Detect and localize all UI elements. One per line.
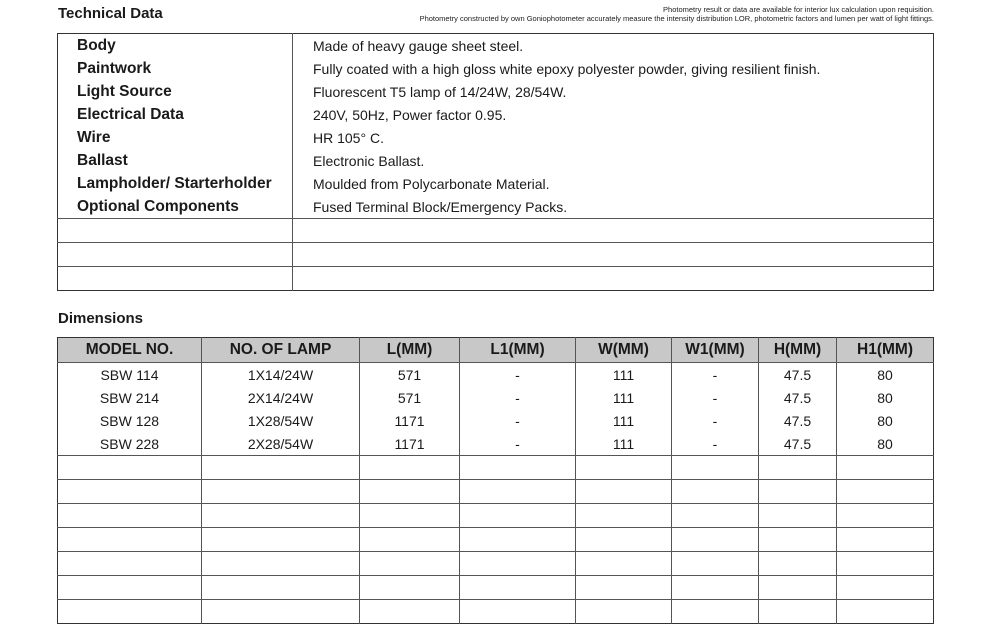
col-header: MODEL NO. (58, 338, 202, 363)
tech-label: Optional Components (58, 195, 293, 219)
empty-cell (672, 528, 759, 552)
technical-data-title: Technical Data (58, 5, 163, 22)
tech-row (58, 126, 934, 149)
empty-cell (837, 456, 934, 480)
col-header: L1(MM) (460, 338, 576, 363)
table-cell: SBW 128 (58, 409, 202, 432)
table-row (58, 363, 934, 387)
empty-cell (202, 528, 360, 552)
empty-cell (460, 456, 576, 480)
empty-cell (202, 504, 360, 528)
tech-empty-row (58, 243, 934, 267)
empty-cell (576, 600, 672, 624)
photometry-note-1: Photometry result or data are available for interior lux calculation upon requisition. (663, 5, 934, 14)
tech-label: Body (58, 34, 293, 58)
col-header: L(MM) (360, 338, 460, 363)
empty-cell (576, 576, 672, 600)
tech-row (58, 80, 934, 103)
col-header: H(MM) (759, 338, 837, 363)
table-cell: 571 (360, 363, 460, 387)
empty-cell (672, 480, 759, 504)
table-cell: 80 (837, 432, 934, 456)
table-cell: - (672, 432, 759, 456)
technical-data-table (57, 33, 934, 291)
tech-label: Lampholder/ Starterholder (58, 172, 293, 195)
tech-row (58, 57, 934, 80)
table-cell: - (672, 386, 759, 409)
tech-row (58, 34, 934, 58)
empty-cell (672, 576, 759, 600)
empty-cell (58, 504, 202, 528)
tech-label: Paintwork (58, 57, 293, 80)
table-cell: 571 (360, 386, 460, 409)
table-cell: 47.5 (759, 432, 837, 456)
table-cell: 80 (877, 366, 893, 383)
tech-value: Made of heavy gauge sheet steel. (313, 37, 524, 54)
table-cell: 47.5 (759, 363, 837, 387)
table-cell: 1X28/54W (202, 409, 360, 432)
col-header: W(MM) (576, 338, 672, 363)
empty-cell (360, 576, 460, 600)
empty-cell (759, 480, 837, 504)
tech-value: HR 105° C. (313, 129, 384, 146)
empty-cell (759, 576, 837, 600)
dimensions-title: Dimensions (58, 310, 144, 327)
table-cell: - (672, 363, 759, 387)
empty-table-row (58, 528, 934, 552)
tech-label: Electrical Data (58, 103, 293, 126)
dimensions-header-row (58, 338, 934, 363)
empty-table-row (58, 576, 934, 600)
table-cell: 111 (576, 409, 672, 432)
empty-cell (576, 480, 672, 504)
tech-row (58, 195, 934, 219)
col-header: H1(MM) (837, 338, 934, 363)
dimensions-table (57, 337, 934, 624)
col-header: W1(MM) (672, 338, 759, 363)
table-cell: 80 (877, 389, 893, 406)
table-row (58, 409, 934, 432)
tech-empty-row (58, 219, 934, 243)
tech-value: Electronic Ballast. (313, 152, 425, 169)
empty-cell (672, 504, 759, 528)
empty-cell (837, 600, 934, 624)
empty-cell (460, 552, 576, 576)
empty-cell (759, 528, 837, 552)
empty-cell (460, 528, 576, 552)
empty-table-row (58, 600, 934, 624)
empty-cell (202, 456, 360, 480)
empty-cell (202, 600, 360, 624)
empty-cell (360, 528, 460, 552)
empty-cell (837, 576, 934, 600)
empty-cell (672, 552, 759, 576)
tech-empty-row (58, 267, 934, 291)
table-cell: 47.5 (759, 409, 837, 432)
tech-row (58, 103, 934, 126)
col-header: NO. OF LAMP (202, 338, 360, 363)
tech-value: Moulded from Polycarbonate Material. (313, 175, 550, 192)
empty-cell (576, 504, 672, 528)
table-cell: - (460, 363, 576, 387)
empty-cell (360, 480, 460, 504)
empty-cell (672, 600, 759, 624)
empty-cell (202, 480, 360, 504)
empty-table-row (58, 552, 934, 576)
tech-label: Ballast (58, 149, 293, 172)
empty-cell (576, 552, 672, 576)
table-cell: - (672, 409, 759, 432)
table-cell: 111 (576, 363, 672, 387)
tech-value: Fused Terminal Block/Emergency Packs. (293, 195, 934, 219)
tech-value: 240V, 50Hz, Power factor 0.95. (313, 106, 507, 123)
empty-cell (360, 504, 460, 528)
empty-cell (759, 456, 837, 480)
table-cell: 1171 (360, 432, 460, 456)
empty-cell (58, 600, 202, 624)
empty-cell (202, 552, 360, 576)
table-cell: 111 (576, 386, 672, 409)
tech-value: Fluorescent T5 lamp of 14/24W, 28/54W. (313, 83, 567, 100)
tech-label: Wire (58, 126, 293, 149)
empty-cell (58, 576, 202, 600)
table-cell: 1X14/24W (202, 363, 360, 387)
photometry-note-2: Photometry constructed by own Goniophotometer accurately measure the intensity distribution LOR, photometric factors and lumen per watt of light fittings. (419, 14, 934, 23)
table-cell: - (460, 386, 576, 409)
table-row (58, 432, 934, 456)
table-cell: - (460, 432, 576, 456)
empty-table-row (58, 480, 934, 504)
empty-cell (576, 456, 672, 480)
tech-label: Light Source (58, 80, 293, 103)
table-cell: 47.5 (759, 386, 837, 409)
empty-cell (58, 480, 202, 504)
table-cell: SBW 214 (58, 386, 202, 409)
empty-cell (837, 552, 934, 576)
table-cell: - (460, 409, 576, 432)
table-cell: SBW 228 (58, 432, 202, 456)
empty-cell (837, 504, 934, 528)
empty-cell (360, 552, 460, 576)
empty-cell (759, 600, 837, 624)
dimensions-body (58, 363, 934, 624)
empty-cell (837, 528, 934, 552)
empty-cell (837, 480, 934, 504)
tech-row (58, 149, 934, 172)
empty-cell (672, 456, 759, 480)
empty-cell (460, 504, 576, 528)
table-cell: 1171 (360, 409, 460, 432)
table-cell: SBW 114 (58, 363, 202, 387)
empty-cell (759, 504, 837, 528)
empty-cell (58, 528, 202, 552)
empty-cell (576, 528, 672, 552)
tech-value: Fully coated with a high gloss white epoxy polyester powder, giving resilient finish. (313, 60, 821, 77)
tech-row (58, 172, 934, 195)
empty-cell (460, 600, 576, 624)
empty-cell (360, 600, 460, 624)
empty-cell (202, 576, 360, 600)
table-cell: 2X28/54W (202, 432, 360, 456)
empty-table-row (58, 504, 934, 528)
empty-cell (360, 456, 460, 480)
table-cell: 111 (576, 432, 672, 456)
empty-cell (58, 456, 202, 480)
table-cell: 2X14/24W (202, 386, 360, 409)
empty-cell (460, 480, 576, 504)
empty-cell (460, 576, 576, 600)
empty-table-row (58, 456, 934, 480)
table-row (58, 386, 934, 409)
empty-cell (58, 552, 202, 576)
table-cell: 80 (877, 412, 893, 429)
empty-cell (759, 552, 837, 576)
